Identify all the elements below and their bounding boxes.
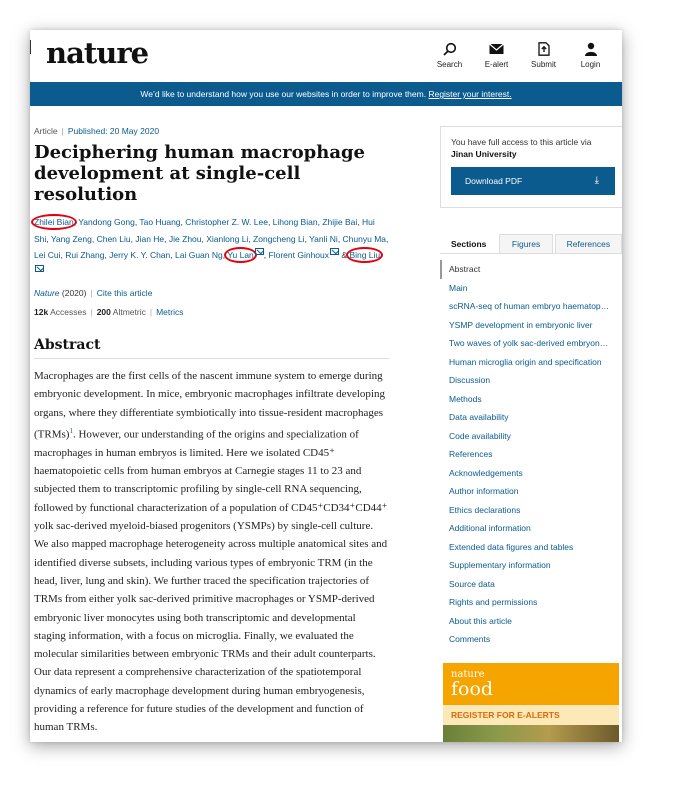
- author-separator: ,: [60, 250, 66, 260]
- article-type: Article: [34, 126, 58, 136]
- author-separator: ,: [73, 217, 79, 227]
- abstract-heading: Abstract: [34, 337, 389, 359]
- section-link[interactable]: Code availability: [449, 430, 511, 441]
- section-link[interactable]: About this article: [449, 615, 512, 626]
- search-label: Search: [436, 60, 463, 69]
- section-link[interactable]: Additional information: [449, 523, 531, 533]
- author-link[interactable]: Yandong Gong: [78, 217, 135, 227]
- section-link[interactable]: Discussion: [449, 375, 491, 385]
- altmetric-score: 200: [96, 307, 111, 317]
- section-link[interactable]: Extended data figures and tables: [449, 541, 574, 552]
- ad-logo-bottom: food: [451, 677, 494, 700]
- author-link[interactable]: Tao Huang: [139, 217, 181, 227]
- reference-1-link[interactable]: 1: [69, 426, 73, 435]
- article-main: [34, 126, 389, 737]
- cursor-mark: [30, 40, 34, 54]
- submit-link[interactable]: [520, 42, 567, 69]
- author-link[interactable]: Hui Shi: [34, 217, 375, 244]
- submit-label: Submit: [531, 60, 556, 69]
- author-link[interactable]: Lai Guan Ng: [175, 250, 223, 260]
- e-alert-label: E-alert: [484, 60, 509, 69]
- login-link[interactable]: [567, 42, 614, 69]
- section-link[interactable]: References: [449, 449, 493, 459]
- section-link[interactable]: Source data: [449, 578, 495, 589]
- section-link[interactable]: Supplementary information: [449, 560, 551, 570]
- register-interest-link[interactable]: Register your interest.: [428, 89, 512, 99]
- author-link[interactable]: Yu Lan: [227, 250, 254, 260]
- banner-text: We’d like to understand how you use our websites in order to improve them.: [140, 89, 427, 99]
- metrics-link[interactable]: Metrics: [156, 307, 184, 317]
- author-link[interactable]: Florent Ginhoux: [268, 250, 330, 260]
- author-link[interactable]: Rui Zhang: [65, 250, 105, 260]
- section-link[interactable]: Comments: [449, 634, 491, 644]
- author-separator: ,: [201, 233, 207, 244]
- author-link[interactable]: Chunyu Ma: [342, 233, 387, 244]
- author-link[interactable]: Zhijie Bai: [322, 217, 358, 227]
- email-author-icon[interactable]: [35, 265, 44, 272]
- access-box: [440, 126, 622, 208]
- accesses-label: Accesses: [50, 307, 87, 317]
- author-link[interactable]: Lihong Bian: [272, 217, 318, 227]
- section-link[interactable]: Human microglia origin and specification: [449, 356, 602, 367]
- download-pdf-button[interactable]: [451, 167, 615, 195]
- search-icon: [443, 42, 457, 56]
- section-link[interactable]: scRNA-seq of human embryo haematop…: [449, 301, 610, 311]
- author-link[interactable]: Yang Zeng: [50, 233, 92, 244]
- author-separator: ,: [267, 217, 273, 227]
- institution-name: Jinan University: [451, 149, 517, 159]
- author-separator: ,: [130, 233, 136, 244]
- abstract-part-2: . However, our understanding of the origins and specialization of macrophages in human embryos is limited. Here we isolated CD45⁺ haematopoietic cells from human embryos at Carnegie stages 11 to 23 and subjected them to transcriptomic profiling by single-cell RNA sequencing, followed by functional characterization of a population of CD45⁺CD34⁺CD44⁺ yolk sac-derived myeloid-biased progenitors (YSMPs) by single-cell culture. We also mapped macrophage heterogeneity across multiple anatomical sites and identified diverse subsets, including various types of embryonic TRM (in the head, liver, lung and skin). We further traced the specification trajectories of TRMs from either yolk sac-derived primitive macrophages or YSMP-derived embryonic liver monocytes using both transcriptomic and developmental staging information, with a focus on microglia. Finally, we evaluated the molecular similarities between embryonic TRMs and their adult counterparts. Our data represent a comprehensive characterization of the spatiotemporal dynamics of early macrophage development during human embryogenesis, providing a reference for future studies of the development and function of human TRMs.: [34, 428, 388, 734]
- site-header: [30, 30, 622, 82]
- citation-divider: |: [90, 288, 93, 298]
- section-link[interactable]: Two waves of yolk sac-derived embryon…: [449, 338, 609, 348]
- tab-sections[interactable]: Sections: [440, 234, 497, 253]
- author-link[interactable]: Lei Cui: [34, 250, 61, 260]
- section-link[interactable]: Author information: [449, 486, 519, 496]
- author-link[interactable]: Jian He: [135, 233, 165, 244]
- browser-screenshot: [30, 30, 622, 742]
- email-author-icon[interactable]: [330, 248, 339, 255]
- author-separator: ,: [164, 233, 169, 244]
- ad-photo: [443, 725, 619, 743]
- journal-name[interactable]: Nature: [34, 288, 60, 298]
- author-link[interactable]: Jerry K. Y. Chan: [109, 250, 171, 260]
- journal-year: (2020): [61, 288, 87, 298]
- tab-references[interactable]: References: [555, 234, 622, 253]
- metrics-bar: [34, 307, 389, 317]
- author-separator: ,: [248, 233, 254, 244]
- author-list: [34, 214, 389, 280]
- section-link[interactable]: YSMP development in embryonic liver: [449, 319, 593, 330]
- citation-line: [34, 288, 389, 298]
- altmetric-label: Altmetric: [112, 307, 146, 317]
- section-link[interactable]: Main: [449, 282, 468, 293]
- sidebar-tabs: [440, 234, 622, 254]
- author-separator: ,: [304, 233, 310, 244]
- metrics-divider: |: [90, 307, 93, 317]
- published-date: Published: 20 May 2020: [67, 126, 160, 136]
- author-link[interactable]: Bing Liu: [349, 250, 381, 260]
- author-link[interactable]: Zhilei Bian: [34, 217, 74, 227]
- author-separator: ,: [170, 250, 175, 260]
- section-link[interactable]: Acknowledgements: [449, 467, 523, 478]
- login-label: Login: [580, 60, 601, 69]
- section-list: [440, 260, 622, 649]
- search-link[interactable]: [426, 42, 473, 69]
- author-separator: ,: [104, 250, 110, 260]
- author-link[interactable]: Xianlong Li: [206, 233, 249, 244]
- cite-article-link[interactable]: Cite this article: [96, 288, 153, 298]
- download-icon: ⤓: [594, 175, 599, 186]
- register-e-alerts-link[interactable]: REGISTER FOR E-ALERTS: [443, 705, 619, 725]
- author-separator: ,: [91, 233, 97, 244]
- article-title: Deciphering human macrophage development at single-cell resolution: [34, 142, 366, 205]
- section-link[interactable]: Ethics declarations: [449, 504, 521, 515]
- nature-food-ad[interactable]: [443, 663, 619, 743]
- nature-logo[interactable]: nature: [46, 36, 149, 70]
- access-text: You have full access to this article via: [451, 137, 592, 147]
- section-link[interactable]: Abstract: [440, 260, 622, 279]
- author-separator: ,: [317, 217, 323, 227]
- article-meta: [34, 126, 389, 136]
- author-separator: ,: [46, 233, 51, 244]
- author-link[interactable]: Christopher Z. W. Lee: [185, 217, 268, 227]
- author-link[interactable]: Yanli Ni: [309, 233, 338, 244]
- user-icon: [584, 42, 598, 56]
- survey-banner: [30, 82, 622, 106]
- metrics-divider: |: [149, 307, 153, 317]
- author-separator: ,: [222, 250, 228, 260]
- e-alert-link[interactable]: [473, 42, 520, 69]
- author-link[interactable]: Jie Zhou: [168, 233, 202, 244]
- tab-figures[interactable]: Figures: [499, 234, 552, 253]
- section-link[interactable]: Methods: [449, 393, 482, 404]
- ad-logo-top: nature: [451, 668, 485, 680]
- author-separator: ,: [386, 233, 389, 244]
- article-sidebar: [440, 126, 622, 742]
- envelope-icon: [489, 42, 504, 56]
- section-link[interactable]: Data availability: [449, 412, 509, 422]
- author-separator: ,: [134, 217, 140, 227]
- section-link[interactable]: Rights and permissions: [449, 597, 538, 607]
- author-ampersand: &: [341, 250, 348, 260]
- submit-doc-icon: [538, 42, 550, 56]
- author-link[interactable]: Zongcheng Li: [253, 233, 305, 244]
- accesses-count: 12k: [34, 307, 49, 317]
- author-separator: ,: [263, 250, 269, 260]
- author-separator: ,: [337, 233, 343, 244]
- author-separator: ,: [180, 217, 186, 227]
- header-nav: [426, 42, 614, 69]
- author-separator: ,: [357, 217, 363, 227]
- author-link[interactable]: Chen Liu: [96, 233, 131, 244]
- nature-food-logo: [451, 667, 494, 700]
- meta-divider: |: [61, 126, 64, 136]
- abstract-text: [34, 367, 389, 737]
- email-author-icon[interactable]: [255, 248, 264, 255]
- abstract-part-1: Macrophages are the first cells of the nascent immune system to emerge during embryonic development. In mice, embryonic macrophages infiltrate developing organs, where they differentiate symbiotically into tissue-resident macrophages (TRMs): [34, 370, 385, 441]
- download-pdf-label: Download PDF: [465, 176, 523, 186]
